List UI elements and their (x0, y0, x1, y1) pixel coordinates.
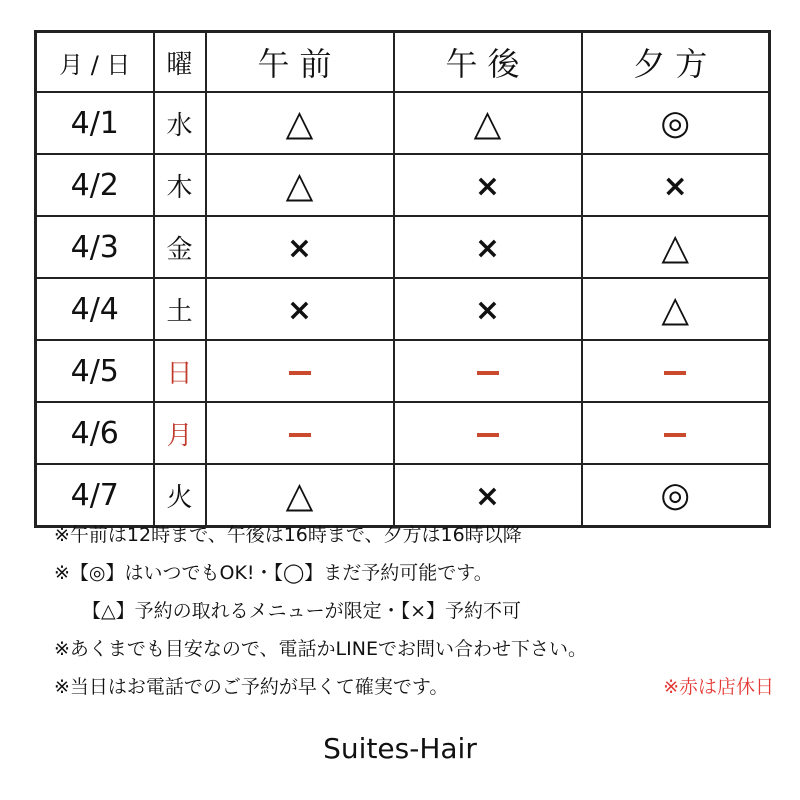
availability-cell-evening (582, 278, 770, 340)
date-cell: 4/4 (36, 278, 154, 340)
brand-name: Suites-Hair (323, 732, 477, 765)
weekday-cell: 木 (154, 154, 206, 216)
header-row (36, 32, 770, 93)
table-row (36, 402, 770, 464)
date-cell: 4/2 (36, 154, 154, 216)
unavailable-cross-icon: × (286, 293, 313, 328)
closed-dash-icon (289, 371, 311, 375)
note-legend-1: ※【◎】はいつでもOK!・【◯】まだ予約可能です。 (54, 562, 493, 584)
date-cell: 4/3 (36, 216, 154, 278)
header-afternoon: 午後 (394, 32, 582, 93)
availability-cell-afternoon (394, 340, 582, 402)
availability-cell-morning (206, 92, 394, 154)
limited-triangle-icon: △ (661, 226, 690, 268)
availability-cell-morning (206, 278, 394, 340)
availability-cell-afternoon (394, 216, 582, 278)
date-cell: 4/5 (36, 340, 154, 402)
availability-cell-morning (206, 154, 394, 216)
weekday-cell: 火 (154, 464, 206, 527)
availability-cell-afternoon (394, 154, 582, 216)
limited-triangle-icon: △ (285, 474, 314, 516)
closed-day-note: ※赤は店休日 (663, 676, 774, 698)
unavailable-cross-icon: × (286, 231, 313, 266)
closed-dash-icon (477, 433, 499, 437)
availability-cell-afternoon (394, 92, 582, 154)
availability-cell-evening (582, 340, 770, 402)
note-same-day-text: ※当日はお電話でのご予約が早くて確実です。 (54, 676, 449, 698)
unavailable-cross-icon: × (474, 293, 501, 328)
header-morning: 午前 (206, 32, 394, 93)
closed-dash-icon (664, 433, 686, 437)
availability-cell-morning (206, 340, 394, 402)
table-row (36, 92, 770, 154)
availability-cell-evening (582, 402, 770, 464)
unavailable-cross-icon: × (474, 231, 501, 266)
weekday-cell: 金 (154, 216, 206, 278)
header-month-day: 月 / 日 (36, 32, 154, 93)
availability-cell-evening (582, 216, 770, 278)
availability-cell-morning (206, 402, 394, 464)
header-evening: 夕方 (582, 32, 770, 93)
unavailable-cross-icon: × (662, 169, 688, 204)
closed-dash-icon (477, 371, 499, 375)
limited-triangle-icon: △ (285, 164, 314, 206)
availability-cell-afternoon (394, 278, 582, 340)
limited-triangle-icon: △ (473, 102, 502, 144)
available-double-circle-icon: ◎ (660, 103, 691, 143)
table-row (36, 278, 770, 340)
date-cell: 4/6 (36, 402, 154, 464)
unavailable-cross-icon: × (474, 479, 501, 514)
schedule-table-container (34, 30, 768, 516)
weekday-cell: 日 (154, 340, 206, 402)
note-hours: ※午前は12時まで、午後は16時まで、夕方は16時以降 (54, 524, 522, 546)
availability-cell-afternoon (394, 402, 582, 464)
weekday-cell: 水 (154, 92, 206, 154)
availability-cell-evening (582, 92, 770, 154)
table-row (36, 154, 770, 216)
date-cell: 4/1 (36, 92, 154, 154)
notes (54, 516, 774, 706)
note-legend-2: 【△】予約の取れるメニューが限定・【×】予約不可 (82, 600, 522, 622)
closed-dash-icon (289, 433, 311, 437)
schedule-table (34, 30, 771, 528)
available-double-circle-icon: ◎ (660, 475, 691, 515)
availability-cell-morning (206, 216, 394, 278)
date-cell: 4/7 (36, 464, 154, 527)
limited-triangle-icon: △ (285, 102, 314, 144)
header-weekday: 曜 (154, 32, 206, 93)
weekday-cell: 土 (154, 278, 206, 340)
limited-triangle-icon: △ (661, 288, 690, 330)
weekday-cell: 月 (154, 402, 206, 464)
note-same-day (54, 668, 774, 706)
unavailable-cross-icon: × (474, 169, 501, 204)
table-row (36, 340, 770, 402)
table-row (36, 216, 770, 278)
note-contact: ※あくまでも目安なので、電話かLINEでお問い合わせ下さい。 (54, 638, 587, 660)
closed-dash-icon (664, 371, 686, 375)
availability-cell-evening (582, 154, 770, 216)
